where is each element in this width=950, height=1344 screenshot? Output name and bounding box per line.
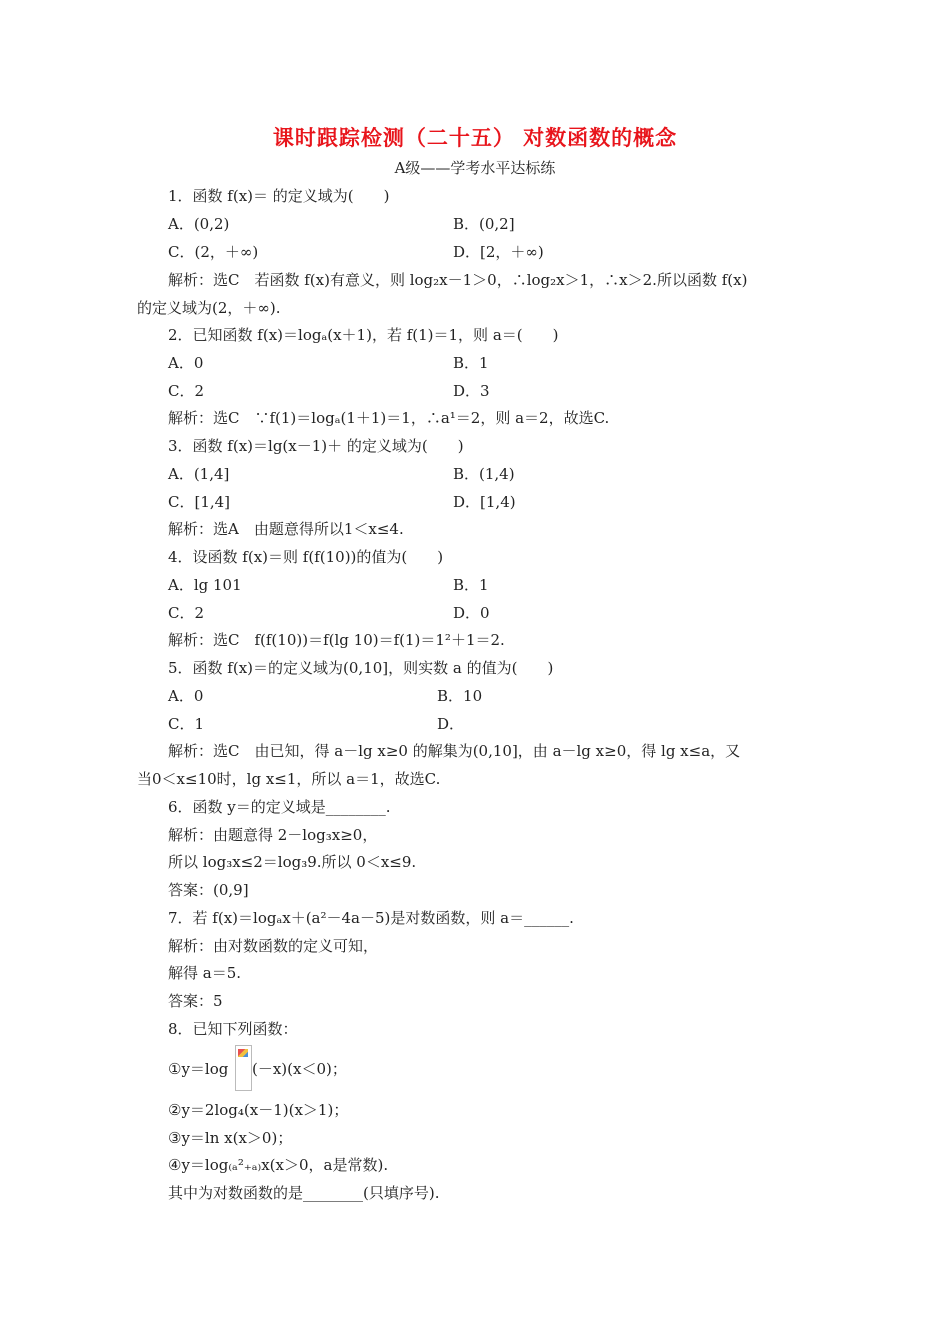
- text-line-q1: 1．函数 f(x)＝ 的定义域为( ): [168, 187, 390, 205]
- text-line-f2: ②y＝2log₄(x－1)(x＞1)；: [168, 1101, 349, 1119]
- text-line-q1d: D．[2，＋∞): [453, 243, 544, 261]
- text-line-s2: 解析：选C ∵f(1)＝logₐ(1＋1)＝1，∴a¹＝2，则 a＝2，故选C.: [168, 409, 610, 427]
- text-line-q3b: B．(1,4): [453, 465, 515, 483]
- text-line-a7: 答案：5: [168, 992, 223, 1010]
- text-line-q4: 4．设函数 f(x)＝则 f(f(10))的值为( ): [168, 548, 444, 566]
- text-line-q2b: B．1: [453, 354, 489, 372]
- page-title: 课时跟踪检测（二十五） 对数函数的概念: [272, 126, 678, 150]
- text-line-s6b: 所以 log₃x≤2＝log₃9.所以 0＜x≤9.: [168, 853, 417, 871]
- text-line-q2d: D．3: [453, 382, 490, 400]
- text-line-s7a: 解析：由对数函数的定义可知，: [168, 937, 379, 955]
- text-line-q1b: B．(0,2]: [453, 215, 515, 233]
- text-line-s7b: 解得 a＝5.: [168, 964, 242, 982]
- text-line-q5a: A．0: [168, 687, 204, 705]
- text-line-q1a: A．(0,2): [168, 215, 230, 233]
- text-line-q3d: D．[1,4): [453, 493, 516, 511]
- text-line-q3: 3．函数 f(x)＝lg(x－1)＋ 的定义域为( ): [168, 437, 464, 455]
- text-line-q3c: C．[1,4]: [168, 493, 231, 511]
- text-line-q4b: B．1: [453, 576, 489, 594]
- text-line-q4c: C．2: [168, 604, 205, 622]
- text-line-s5a: 解析：选C 由已知，得 a－lg x≥0 的解集为(0,10]，由 a－lg x≥0，得 lg x≤a，又: [168, 742, 741, 760]
- text-line-s1b: 的定义域为(2，＋∞).: [137, 299, 281, 317]
- text-line-f3: ③y＝ln x(x＞0)；: [168, 1129, 293, 1147]
- text-line-q2a: A．0: [168, 354, 204, 372]
- text-line-q8: 8．已知下列函数：: [168, 1020, 298, 1038]
- text-line-s1a: 解析：选C 若函数 f(x)有意义，则 log₂x－1＞0，∴log₂x＞1，∴x＞2.所以函数 f(x): [168, 271, 748, 289]
- text-line-q5d: D．: [437, 715, 465, 733]
- text-line-s5b: 当0＜x≤10时，lg x≤1，所以 a＝1，故选C.: [137, 770, 441, 788]
- text-line-f1a: ①y＝log: [168, 1060, 229, 1078]
- text-line-a6: 答案：(0,9]: [168, 881, 249, 899]
- text-line-q4d: D．0: [453, 604, 490, 622]
- text-line-q7: 7．若 f(x)＝logₐx＋(a²－4a－5)是对数函数，则 a＝______.: [168, 909, 574, 927]
- text-line-q5c: C．1: [168, 715, 205, 733]
- text-line-q2c: C．2: [168, 382, 205, 400]
- text-line-q4a: A．lg 101: [168, 576, 242, 594]
- text-line-q6: 6．函数 y＝的定义域是________.: [168, 798, 391, 816]
- text-line-q5b: B．10: [437, 687, 483, 705]
- text-line-f4: ④y＝log₍ₐ²₊ₐ₎x(x＞0，a是常数).: [168, 1156, 389, 1174]
- text-line-q1c: C．(2，＋∞): [168, 243, 259, 261]
- section-subtitle: A级——学考水平达标练: [394, 159, 556, 177]
- text-line-q2: 2．已知函数 f(x)＝logₐ(x＋1)，若 f(1)＝1，则 a＝( ): [168, 326, 559, 344]
- text-line-q3a: A．(1,4]: [168, 465, 230, 483]
- text-line-s6a: 解析：由题意得 2－log₃x≥0，: [168, 826, 378, 844]
- formula-image: [235, 1045, 252, 1091]
- text-line-q5: 5．函数 f(x)＝的定义域为(0,10]，则实数 a 的值为( ): [168, 659, 554, 677]
- text-line-s4: 解析：选C f(f(10))＝f(lg 10)＝f(1)＝1²＋1＝2.: [168, 631, 505, 649]
- text-line-s3: 解析：选A 由题意得所以1＜x≤4.: [168, 520, 404, 538]
- text-line-q8end: 其中为对数函数的是________(只填序号).: [168, 1184, 440, 1202]
- text-line-f1b: (－x)(x＜0)；: [252, 1060, 347, 1078]
